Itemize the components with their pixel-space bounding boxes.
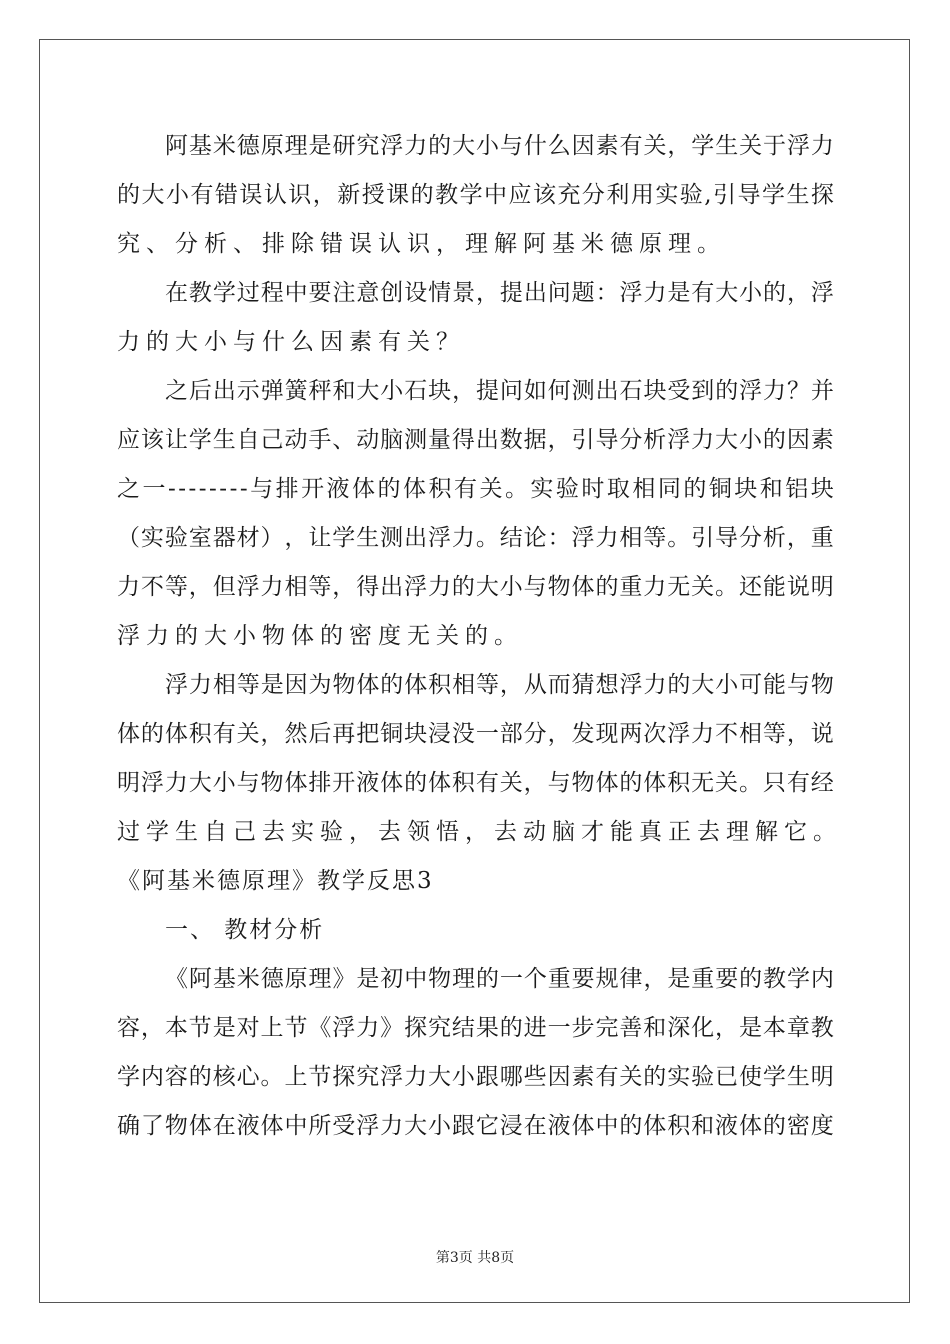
- paragraph-line: 究、分析、排除错误认识，理解阿基米德原理。: [117, 231, 726, 257]
- section-heading: 《阿基米德原理》教学反思3: [117, 868, 434, 894]
- paragraph-line: 过学生自己去实验，去领悟，去动脑才能真正去理解它。: [117, 819, 842, 845]
- paragraph-line: 力 不 等 ， 但 浮 力 相 等 ， 得 出 浮 力 的 大 小 与 物 体 的 重 力 无 关 。 还 能 说 明: [117, 574, 834, 600]
- document-body: [117, 122, 842, 1151]
- paragraph-line: 在 教 学 过 程 中 要 注 意 创 设 情 景 ， 提 出 问 题 ： 浮 力 是 有 大 小 的 ， 浮: [165, 280, 834, 306]
- page-footer: 第3页 共8页: [435, 1250, 515, 1266]
- paragraph-line: 明 浮 力 大 小 与 物 体 排 开 液 体 的 体 积 有 关 ， 与 物 体 的 体 积 无 关 。 只 有 经: [117, 770, 834, 796]
- paragraph-line: 体 的 体 积 有 关 ， 然 后 再 把 铜 块 浸 没 一 部 分 ， 发 现 两 次 浮 力 不 相 等 ， 说: [117, 721, 834, 747]
- paragraph-line: 浮力的大小物体的密度无关的。: [117, 623, 523, 649]
- subsection-heading: 一、 教材分析: [165, 917, 325, 943]
- paragraph-line: 确 了 物 体 在 液 体 中 所 受 浮 力 大 小 跟 它 浸 在 液 体 中 的 体 积 和 液 体 的 密 度: [117, 1113, 834, 1139]
- paragraph-line: （ 实 验 室 器 材 ） ， 让 学 生 测 出 浮 力 。 结 论 ： 浮 力 相 等 。 引 导 分 析 ， 重: [117, 525, 834, 551]
- paragraph-line: 阿 基 米 德 原 理 是 研 究 浮 力 的 大 小 与 什 么 因 素 有 关 ， 学 生 关 于 浮 力: [165, 133, 834, 159]
- paragraph-line: 之 一 - - - - - - - - 与 排 开 液 体 的 体 积 有 关 。 实 验 时 取 相 同 的 铜 块 和 铝 块: [117, 476, 834, 502]
- paragraph-line: 力的大小与什么因素有关？: [117, 329, 465, 355]
- paragraph-line: 容 ， 本 节 是 对 上 节 《 浮 力 》 探 究 结 果 的 进 一 步 完 善 和 深 化 ， 是 本 章 教: [117, 1015, 834, 1041]
- paragraph-line: 的 大 小 有 错 误 认 识 ， 新 授 课 的 教 学 中 应 该 充 分 利 用 实 验 , 引 导 学 生 探: [117, 182, 834, 208]
- paragraph-line: 应 该 让 学 生 自 己 动 手 、 动 脑 测 量 得 出 数 据 ， 引 导 分 析 浮 力 大 小 的 因 素: [117, 427, 834, 453]
- paragraph-line: 之 后 出 示 弹 簧 秤 和 大 小 石 块 ， 提 问 如 何 测 出 石 块 受 到 的 浮 力 ？ 并: [165, 378, 834, 404]
- paragraph-line: 《 阿 基 米 德 原 理 》 是 初 中 物 理 的 一 个 重 要 规 律 ， 是 重 要 的 教 学 内: [165, 966, 834, 992]
- paragraph-line: 浮 力 相 等 是 因 为 物 体 的 体 积 相 等 ， 从 而 猜 想 浮 力 的 大 小 可 能 与 物: [165, 672, 834, 698]
- paragraph-line: 学 内 容 的 核 心 。 上 节 探 究 浮 力 大 小 跟 哪 些 因 素 有 关 的 实 验 已 使 学 生 明: [117, 1064, 834, 1090]
